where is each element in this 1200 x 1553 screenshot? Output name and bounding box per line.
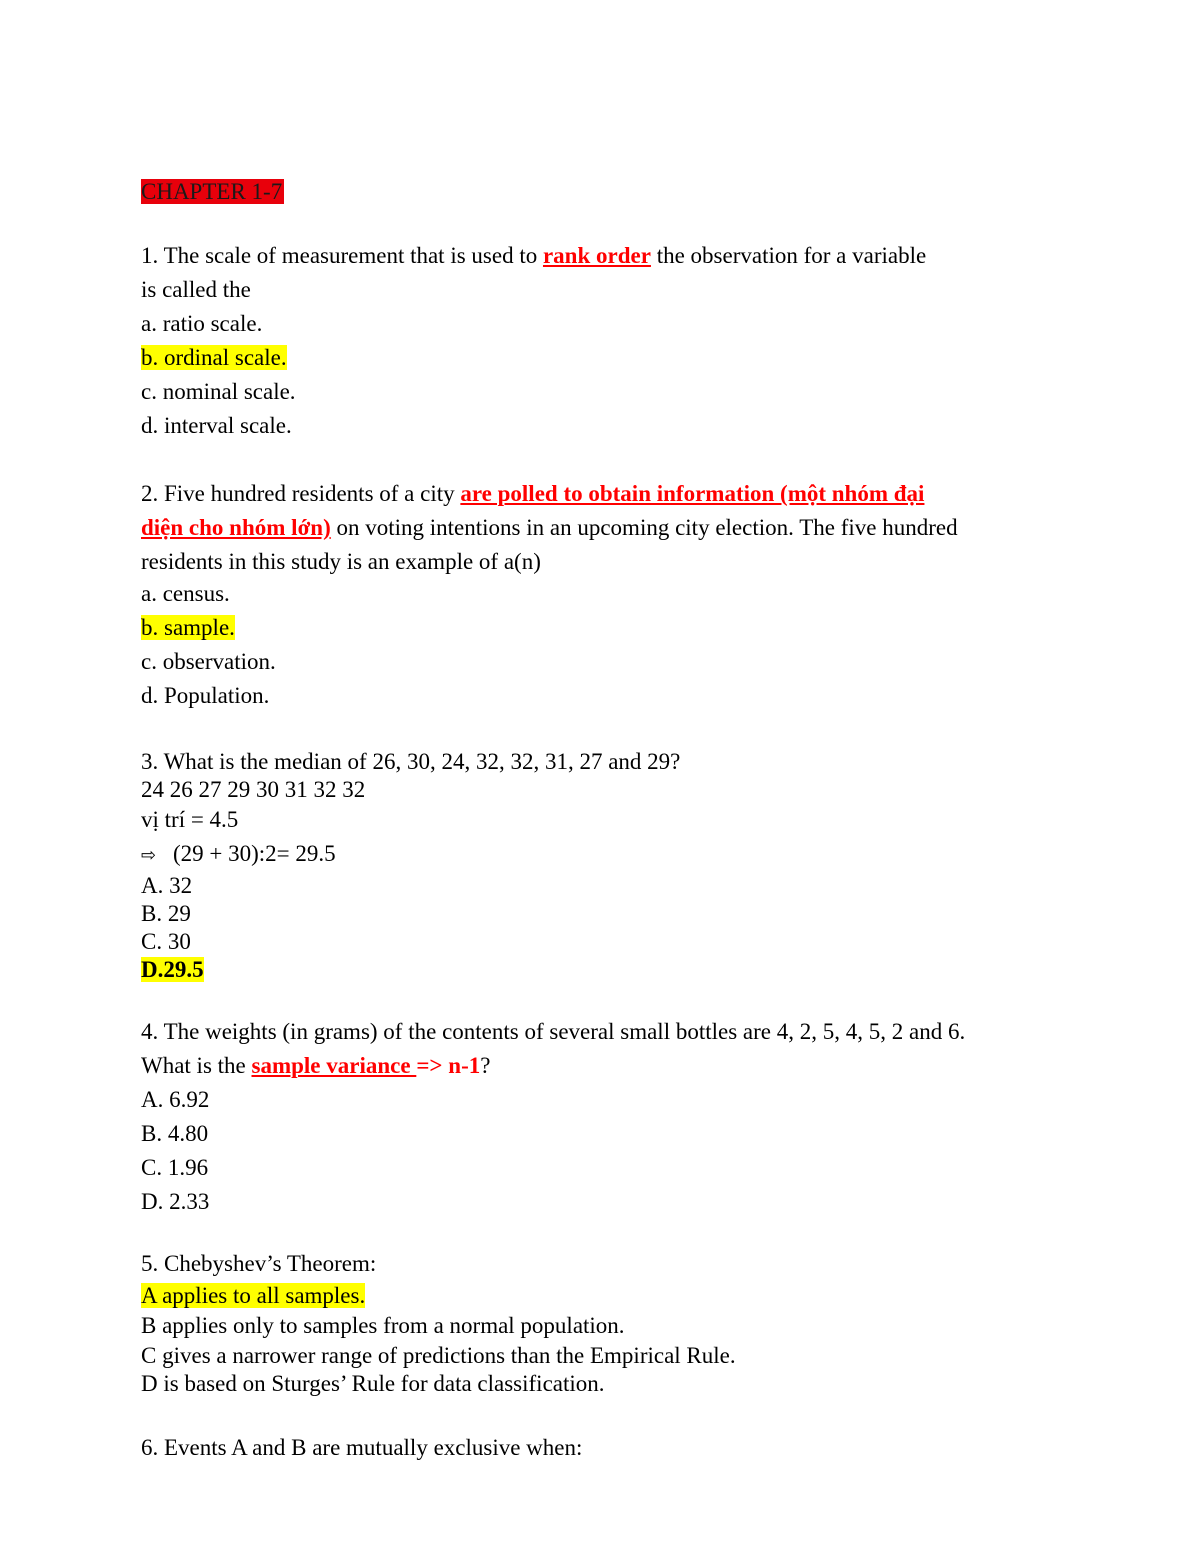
q1-option-d: d. interval scale. bbox=[141, 413, 292, 438]
q3-position: vị trí = 4.5 bbox=[141, 807, 239, 832]
q1-stem-line2: is called the bbox=[141, 277, 251, 302]
q2-stem-line1: 2. Five hundred residents of a city are polled to obtain information (một nhóm đại bbox=[141, 481, 925, 506]
q3-stem: 3. What is the median of 26, 30, 24, 32, 32, 31, 27 and 29? bbox=[141, 749, 681, 774]
q5-option-c: C gives a narrower range of predictions than the Empirical Rule. bbox=[141, 1343, 736, 1368]
q3-option-b: B. 29 bbox=[141, 901, 191, 926]
q5-stem: 5. Chebyshev’s Theorem: bbox=[141, 1251, 377, 1276]
q2-option-a: a. census. bbox=[141, 581, 230, 606]
q2-option-d: d. Population. bbox=[141, 683, 270, 708]
q1-stem-line1: 1. The scale of measurement that is used to rank order the observation for a variable bbox=[141, 243, 927, 268]
q3-option-c: C. 30 bbox=[141, 929, 191, 954]
q5-option-d: D is based on Sturges’ Rule for data classification. bbox=[141, 1371, 605, 1396]
q2-option-c: c. observation. bbox=[141, 649, 276, 674]
arrow-icon: ⇨ bbox=[141, 845, 157, 866]
q6-stem: 6. Events A and B are mutually exclusive when: bbox=[141, 1435, 583, 1460]
q1-option-b: b. ordinal scale. bbox=[141, 345, 287, 370]
q3-option-d: D.29.5 bbox=[141, 957, 204, 982]
q5-option-b: B applies only to samples from a normal population. bbox=[141, 1313, 625, 1338]
q4-option-d: D. 2.33 bbox=[141, 1189, 210, 1214]
q2-option-b: b. sample. bbox=[141, 615, 235, 640]
q4-stem-line1: 4. The weights (in grams) of the contents of several small bottles are 4, 2, 5, 4, 5, 2 and 6. bbox=[141, 1019, 966, 1044]
chapter-title: CHAPTER 1-7 bbox=[141, 179, 283, 204]
q3-option-a: A. 32 bbox=[141, 873, 193, 898]
q1-option-a: a. ratio scale. bbox=[141, 311, 263, 336]
q5-option-a: A applies to all samples. bbox=[141, 1283, 366, 1308]
q4-option-c: C. 1.96 bbox=[141, 1155, 209, 1180]
q3-calculation: ⇨ (29 + 30):2= 29.5 bbox=[141, 840, 336, 868]
q3-sorted-values: 24 26 27 29 30 31 32 32 bbox=[141, 777, 366, 802]
q2-stem-line3: residents in this study is an example of a(n) bbox=[141, 549, 541, 574]
q4-option-a: A. 6.92 bbox=[141, 1087, 210, 1112]
q4-option-b: B. 4.80 bbox=[141, 1121, 209, 1146]
q2-stem-line2: diện cho nhóm lớn) on voting intentions in an upcoming city election. The five hundred bbox=[141, 515, 958, 540]
q4-stem-line2: What is the sample variance => n-1? bbox=[141, 1053, 491, 1078]
q1-option-c: c. nominal scale. bbox=[141, 379, 296, 404]
